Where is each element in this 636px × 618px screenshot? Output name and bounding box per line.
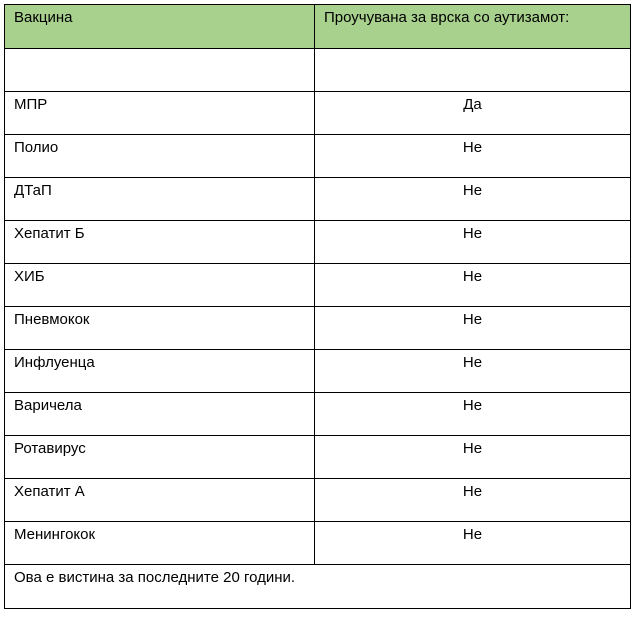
vaccine-cell: МПР [5, 92, 315, 135]
footer-note: Ова е вистина за последните 20 години. [5, 565, 631, 609]
table-row [5, 221, 631, 264]
studied-cell: Не [315, 221, 631, 264]
vaccine-cell: ХИБ [5, 264, 315, 307]
table-row [5, 479, 631, 522]
header-vaccine: Вакцина [5, 5, 315, 49]
studied-cell: Не [315, 350, 631, 393]
vaccine-cell: Хепатит Б [5, 221, 315, 264]
vaccine-cell: Ротавирус [5, 436, 315, 479]
studied-cell: Не [315, 264, 631, 307]
vaccine-cell: Хепатит А [5, 479, 315, 522]
blank-row [5, 49, 631, 92]
table-row [5, 350, 631, 393]
vaccine-cell: Менингокок [5, 522, 315, 565]
vaccine-cell: Инфлуенца [5, 350, 315, 393]
studied-cell: Не [315, 178, 631, 221]
table-row [5, 436, 631, 479]
header-studied: Проучувана за врска со аутизамот: [315, 5, 631, 49]
vaccine-autism-table [4, 4, 631, 609]
table-row [5, 393, 631, 436]
studied-cell: Да [315, 92, 631, 135]
table-row [5, 92, 631, 135]
studied-cell: Не [315, 393, 631, 436]
studied-cell: Не [315, 307, 631, 350]
footer-row [5, 565, 631, 609]
vaccine-cell: ДТаП [5, 178, 315, 221]
blank-cell [5, 49, 315, 92]
studied-cell: Не [315, 135, 631, 178]
vaccine-cell: Варичела [5, 393, 315, 436]
vaccine-cell: Полио [5, 135, 315, 178]
table-row [5, 135, 631, 178]
table-row [5, 307, 631, 350]
studied-cell: Не [315, 436, 631, 479]
table-row [5, 178, 631, 221]
studied-cell: Не [315, 479, 631, 522]
blank-cell [315, 49, 631, 92]
table-row [5, 264, 631, 307]
vaccine-cell: Пневмокок [5, 307, 315, 350]
header-row [5, 5, 631, 49]
table-row [5, 522, 631, 565]
studied-cell: Не [315, 522, 631, 565]
